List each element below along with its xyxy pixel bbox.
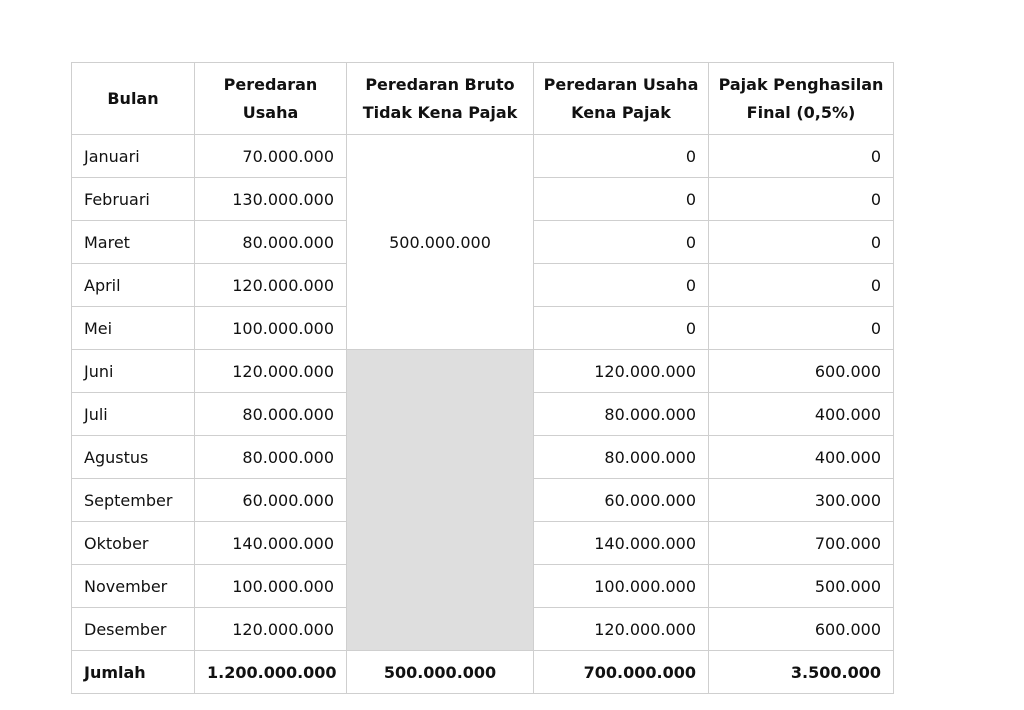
revenue-cell: 130.000.000 xyxy=(195,178,347,221)
taxable-cell: 0 xyxy=(534,264,709,307)
tax-cell: 0 xyxy=(709,307,894,350)
revenue-cell: 60.000.000 xyxy=(195,479,347,522)
taxable-cell: 120.000.000 xyxy=(534,350,709,393)
total-revenue: 1.200.000.000 xyxy=(195,651,347,694)
taxable-cell: 0 xyxy=(534,221,709,264)
tax-cell: 0 xyxy=(709,135,894,178)
month-cell: Mei xyxy=(72,307,195,350)
total-row xyxy=(72,651,894,694)
revenue-cell: 80.000.000 xyxy=(195,393,347,436)
tax-cell: 0 xyxy=(709,178,894,221)
month-cell: Agustus xyxy=(72,436,195,479)
month-cell: November xyxy=(72,565,195,608)
taxable-cell: 80.000.000 xyxy=(534,436,709,479)
month-cell: April xyxy=(72,264,195,307)
month-cell: Desember xyxy=(72,608,195,651)
taxable-cell: 0 xyxy=(534,135,709,178)
tax-cell: 600.000 xyxy=(709,608,894,651)
header-pajak-penghasilan-final: Pajak Penghasilan Final (0,5%) xyxy=(709,63,894,135)
header-peredaran-bruto-tidak-kena-pajak: Peredaran Bruto Tidak Kena Pajak xyxy=(347,63,534,135)
taxable-cell: 60.000.000 xyxy=(534,479,709,522)
revenue-cell: 80.000.000 xyxy=(195,221,347,264)
tax-cell: 700.000 xyxy=(709,522,894,565)
month-cell: Maret xyxy=(72,221,195,264)
taxable-cell: 140.000.000 xyxy=(534,522,709,565)
taxable-cell: 120.000.000 xyxy=(534,608,709,651)
revenue-cell: 100.000.000 xyxy=(195,307,347,350)
month-cell: Januari xyxy=(72,135,195,178)
month-cell: Oktober xyxy=(72,522,195,565)
revenue-cell: 140.000.000 xyxy=(195,522,347,565)
revenue-cell: 100.000.000 xyxy=(195,565,347,608)
tax-cell: 400.000 xyxy=(709,436,894,479)
tax-cell: 0 xyxy=(709,221,894,264)
total-label: Jumlah xyxy=(72,651,195,694)
taxable-cell: 100.000.000 xyxy=(534,565,709,608)
total-taxable: 700.000.000 xyxy=(534,651,709,694)
exempt-amount-cell: 500.000.000 xyxy=(347,135,534,350)
header-peredaran-usaha: Peredaran Usaha xyxy=(195,63,347,135)
tax-table xyxy=(71,62,894,694)
revenue-cell: 80.000.000 xyxy=(195,436,347,479)
revenue-cell: 120.000.000 xyxy=(195,264,347,307)
tax-cell: 400.000 xyxy=(709,393,894,436)
tax-cell: 600.000 xyxy=(709,350,894,393)
total-exempt: 500.000.000 xyxy=(347,651,534,694)
tax-cell: 0 xyxy=(709,264,894,307)
taxable-cell: 0 xyxy=(534,307,709,350)
header-bulan: Bulan xyxy=(72,63,195,135)
month-cell: September xyxy=(72,479,195,522)
revenue-cell: 120.000.000 xyxy=(195,350,347,393)
table-row xyxy=(72,135,894,178)
month-cell: Juli xyxy=(72,393,195,436)
taxable-cell: 0 xyxy=(534,178,709,221)
header-row xyxy=(72,63,894,135)
revenue-cell: 120.000.000 xyxy=(195,608,347,651)
tax-cell: 500.000 xyxy=(709,565,894,608)
tax-cell: 300.000 xyxy=(709,479,894,522)
header-peredaran-usaha-kena-pajak: Peredaran Usaha Kena Pajak xyxy=(534,63,709,135)
taxable-cell: 80.000.000 xyxy=(534,393,709,436)
revenue-cell: 70.000.000 xyxy=(195,135,347,178)
month-cell: Juni xyxy=(72,350,195,393)
table-row xyxy=(72,350,894,393)
total-tax: 3.500.000 xyxy=(709,651,894,694)
month-cell: Februari xyxy=(72,178,195,221)
shaded-exempt-cell xyxy=(347,350,534,651)
